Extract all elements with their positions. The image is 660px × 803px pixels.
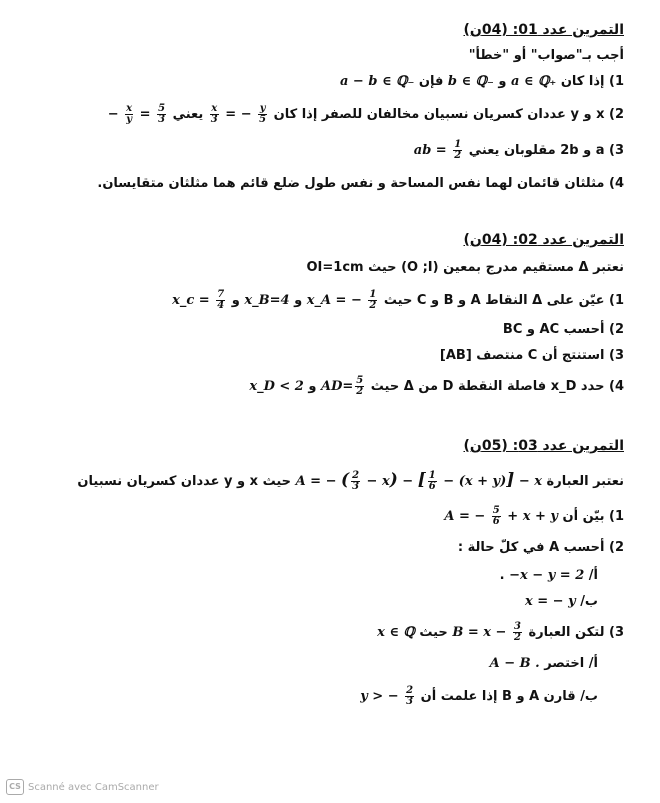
ex1-instruction: أجب بـ"صواب" أو "خطأ" — [468, 48, 624, 63]
camscanner-watermark — [6, 779, 159, 795]
ex1-q1-num: 1) — [609, 74, 624, 89]
ex3-intro-expr: A = − ( $\frac{2}{3}$ − x) − [ $\frac{1}{6}$ − (x + y)] − x — [295, 470, 542, 492]
ex3-q2b — [150, 592, 598, 612]
ex1-q4-num: 4) — [609, 176, 624, 191]
ex1-title: التمرين عدد 01: (04ن) — [463, 22, 624, 38]
ex3-q2a-math: −x − y = 2 — [509, 568, 585, 583]
ex2-q1-and2: و — [231, 293, 240, 308]
ex3-q2-text: أحسب A في كلّ حالة : — [457, 540, 605, 555]
ex3-q3b-text: قارن A و B إذا علمت أن — [420, 689, 576, 704]
ex3-q3-math: B = x − $\frac{3}{2}$ — [452, 621, 521, 643]
ex2-q4-text: حدد x_D فاصلة النقطة D من Δ حيث — [370, 379, 605, 394]
ex1-q3 — [150, 140, 624, 161]
ex2-q4-cond: x_D < 2 — [249, 379, 304, 394]
ex1-q4 — [97, 174, 624, 194]
camscanner-logo-icon: CS — [6, 779, 24, 795]
ex3-intro — [77, 470, 624, 492]
ex3-q3b-label: ب/ — [580, 689, 598, 704]
ex3-q3-num: 3) — [609, 625, 624, 640]
ex2-q2-text: أحسب AC و BC — [502, 322, 605, 337]
ex1-q2-math-a: $\frac{x}{3}$ = − $\frac{y}{5}$ — [210, 103, 267, 125]
ex3-q1-text: بيّن أن — [562, 509, 605, 524]
ex1-q1-math-a: a ∈ ℚ₊ — [510, 74, 557, 89]
ex3-q2-num: 2) — [609, 540, 624, 555]
ex1-q1-math-b: b ∈ ℚ₋ — [447, 74, 494, 89]
camscanner-text: Scanné avec CamScanner — [28, 781, 159, 793]
ex3-q3-text: لتكن العبارة — [528, 625, 605, 640]
ex3-q2a: أ/ −x − y = 2 . — [499, 568, 598, 583]
ex3-intro-a: نعتبر العبارة — [546, 474, 624, 489]
ex1-q1-then: فإن — [418, 74, 444, 89]
ex1-q2-means: يعني — [172, 107, 204, 122]
ex3-q1-num: 1) — [609, 509, 624, 524]
ex3-q2a-label: أ/ — [588, 568, 598, 583]
ex1-q2-text: x و y عددان كسريان نسبيان مخالفان للصفر إذا كان — [273, 107, 605, 122]
ex2-q3-text: استنتج أن C منتصف [AB] — [439, 348, 605, 363]
ex2-q1-xc: x_c = $\frac{7}{4}$ — [172, 289, 225, 311]
ex3-q3-where: حيث — [419, 625, 448, 640]
ex2-q1-xa: x_A = − $\frac{1}{2}$ — [306, 289, 377, 311]
ex1-q4-text: مثلثان قائمان لهما نفس المساحة و نفس طول ضلع قائم هما مثلثان متقايسان. — [97, 176, 605, 191]
ex3-q3a-label: أ/ — [588, 656, 598, 671]
ex3-q3 — [150, 622, 624, 643]
ex1-q3-num: 3) — [609, 143, 624, 158]
ex2-q1 — [150, 290, 624, 311]
ex3-q3b-math: y > − $\frac{2}{3}$ — [360, 685, 414, 707]
ex2-q3-num: 3) — [609, 348, 624, 363]
ex3-q2 — [150, 538, 624, 558]
ex3-q1 — [150, 506, 624, 527]
ex1-q1 — [150, 72, 624, 92]
ex1-q1-text-a: إذا كان — [560, 74, 605, 89]
ex3-q3-domain: x ∈ ℚ — [377, 625, 415, 640]
ex2-q1-text: عيّن على Δ النقاط A و B و C حيث — [383, 293, 605, 308]
ex1-q1-math-c: a − b ∈ ℚ₋ — [339, 74, 415, 89]
ex2-q4 — [150, 376, 624, 397]
ex2-q4-and: و — [308, 379, 317, 394]
ex2-q4-num: 4) — [609, 379, 624, 394]
ex2-q1-num: 1) — [609, 293, 624, 308]
ex3-q3a-math: A − B . — [489, 656, 540, 671]
ex1-q1-and: و — [498, 74, 507, 89]
ex1-q2-math-b: − $\frac{x}{y}$ = $\frac{5}{3}$ — [107, 103, 166, 125]
ex2-q1-xb: x_B=4 — [244, 293, 290, 308]
ex2-q1-and: و — [294, 293, 303, 308]
ex1-q3-text: a و 2b مقلوبان يعني — [468, 143, 605, 158]
ex3-title: التمرين عدد 03: (05ن) — [463, 438, 624, 454]
ex2-intro: نعتبر Δ مستقيم مدرج بمعين (O ;I) حيث OI=1cm — [306, 260, 624, 275]
ex3-q3b — [150, 686, 598, 707]
ex1-q2-num: 2) — [609, 107, 624, 122]
ex2-q2 — [150, 320, 624, 340]
ex3-q2b-math: x = − y — [524, 594, 576, 609]
ex2-q3 — [150, 346, 624, 366]
ex2-title: التمرين عدد 02: (04ن) — [463, 232, 624, 248]
ex2-q2-num: 2) — [609, 322, 624, 337]
ex3-q1-math: A = − $\frac{5}{6}$ + x + y — [444, 505, 558, 527]
ex1-q2 — [107, 103, 624, 125]
ex3-intro-b: حيث x و y عددان كسريان نسبيان — [77, 474, 292, 489]
ex3-q3a — [150, 654, 598, 674]
ex1-q3-math: ab = $\frac{1}{2}$ — [413, 139, 462, 161]
ex2-q4-ad: AD= $\frac{5}{2}$ — [321, 375, 364, 397]
ex3-q2b-label: ب/ — [580, 594, 598, 609]
ex3-q3a-text: اختصر — [544, 656, 585, 671]
